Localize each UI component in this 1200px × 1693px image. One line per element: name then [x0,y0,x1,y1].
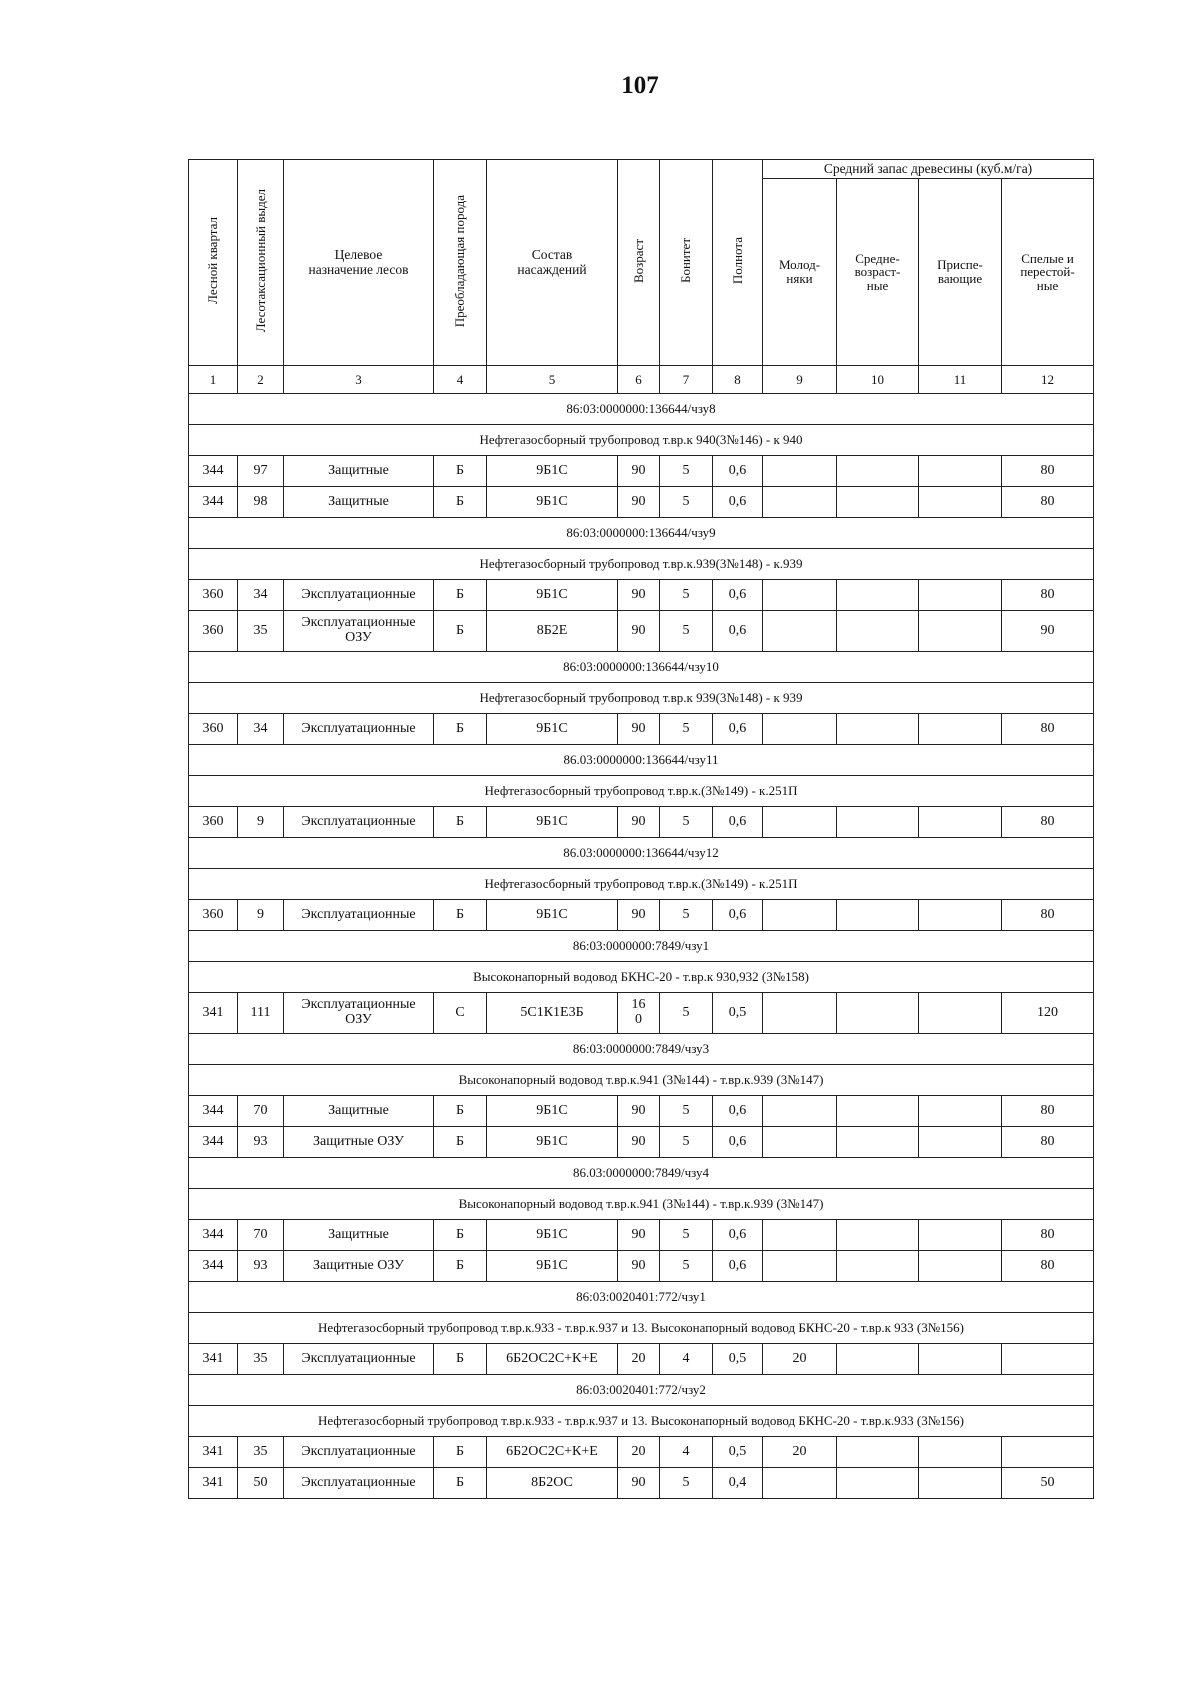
cadastral-number: 86.03:0000000:136644/чзу11 [189,745,1094,776]
column-number: 2 [238,366,284,394]
cell-mature [1002,1437,1094,1468]
cell-species: Б [434,580,487,611]
cell-quarter: 341 [189,1437,238,1468]
cell-quarter: 344 [189,456,238,487]
cell-middle-aged [837,1127,919,1158]
cell-purpose: Эксплуатационные [284,807,434,838]
cadastral-number: 86.03:0000000:136644/чзу12 [189,838,1094,869]
table-row [189,487,1094,518]
cell-composition: 9Б1С [487,456,618,487]
cell-mature: 80 [1002,900,1094,931]
cell-age: 90 [618,1127,660,1158]
cell-composition: 6Б2ОС2С+К+Е [487,1344,618,1375]
cell-density: 0,6 [713,456,763,487]
cell-composition: 9Б1С [487,1220,618,1251]
cell-bonitet: 5 [660,580,713,611]
cell-composition: 8Б2ОС [487,1468,618,1499]
cell-mature: 80 [1002,1251,1094,1282]
object-row [189,1065,1094,1096]
cell-density: 0,6 [713,580,763,611]
table-row [189,714,1094,745]
cell-quarter: 344 [189,1251,238,1282]
cell-density: 0,5 [713,1437,763,1468]
header-col-5: Состав насаждений [487,160,618,366]
cell-middle-aged [837,1344,919,1375]
cell-quarter: 344 [189,1220,238,1251]
header-col-11: Приспе- вающие [919,179,1002,366]
cell-bonitet: 5 [660,1251,713,1282]
cell-quarter: 344 [189,487,238,518]
cell-allotment: 93 [238,1251,284,1282]
cell-age: 90 [618,580,660,611]
cadastral-row [189,518,1094,549]
cadastral-number: 86:03:0000000:7849/чзу1 [189,931,1094,962]
object-row [189,425,1094,456]
object-row [189,1313,1094,1344]
object-name: Нефтегазосборный трубопровод т.вр.к.(3№149) - к.251П [189,776,1094,807]
object-name: Высоконапорный водовод т.вр.к.941 (3№144) - т.вр.к.939 (3№147) [189,1189,1094,1220]
column-number: 9 [763,366,837,394]
cell-maturing [919,993,1002,1034]
cell-mature: 80 [1002,456,1094,487]
cell-maturing [919,900,1002,931]
column-number: 5 [487,366,618,394]
cell-middle-aged [837,1220,919,1251]
cadastral-row [189,1158,1094,1189]
cell-composition: 9Б1С [487,580,618,611]
cell-age: 90 [618,1220,660,1251]
cell-density: 0,5 [713,993,763,1034]
cell-maturing [919,1437,1002,1468]
cell-purpose: Эксплуатационные ОЗУ [284,611,434,652]
table-row [189,580,1094,611]
cell-mature: 80 [1002,487,1094,518]
cell-middle-aged [837,900,919,931]
header-col-8: Полнота [713,160,763,366]
cell-age: 90 [618,456,660,487]
cell-maturing [919,1344,1002,1375]
cadastral-number: 86.03:0000000:7849/чзу4 [189,1158,1094,1189]
cell-middle-aged [837,487,919,518]
cell-bonitet: 5 [660,714,713,745]
cell-bonitet: 4 [660,1344,713,1375]
cell-bonitet: 5 [660,611,713,652]
cell-bonitet: 5 [660,456,713,487]
cell-density: 0,6 [713,1220,763,1251]
cell-species: Б [434,1096,487,1127]
object-name: Нефтегазосборный трубопровод т.вр.к.933 - т.вр.к.937 и 13. Высоконапорный водовод БКНС-20 - т.вр.к.933 (3№156) [189,1406,1094,1437]
cell-quarter: 360 [189,900,238,931]
cadastral-row [189,652,1094,683]
table-row [189,456,1094,487]
cell-age: 90 [618,1251,660,1282]
cell-maturing [919,456,1002,487]
table-row [189,993,1094,1034]
column-number: 6 [618,366,660,394]
cell-allotment: 35 [238,1344,284,1375]
cell-age: 20 [618,1437,660,1468]
cell-mature: 120 [1002,993,1094,1034]
cell-age: 90 [618,807,660,838]
cell-quarter: 341 [189,1344,238,1375]
cell-density: 0,4 [713,1468,763,1499]
header-col-1: Лесной квартал [189,160,238,366]
cell-young [763,487,837,518]
cell-density: 0,6 [713,1096,763,1127]
cadastral-number: 86:03:0000000:7849/чзу3 [189,1034,1094,1065]
cell-maturing [919,807,1002,838]
cell-density: 0,6 [713,1251,763,1282]
cell-composition: 5С1К1Е3Б [487,993,618,1034]
cell-quarter: 341 [189,1468,238,1499]
column-number: 4 [434,366,487,394]
cell-species: Б [434,807,487,838]
cell-maturing [919,580,1002,611]
cadastral-row [189,838,1094,869]
cell-species: Б [434,1344,487,1375]
cell-quarter: 341 [189,993,238,1034]
header-col-7: Бонитет [660,160,713,366]
cell-composition: 9Б1С [487,1096,618,1127]
cell-young [763,1251,837,1282]
cell-young [763,900,837,931]
cell-maturing [919,487,1002,518]
cadastral-number: 86:03:0020401:772/чзу1 [189,1282,1094,1313]
cell-density: 0,6 [713,1127,763,1158]
object-row [189,869,1094,900]
cell-bonitet: 5 [660,487,713,518]
cell-young [763,1220,837,1251]
cell-composition: 9Б1С [487,714,618,745]
object-name: Нефтегазосборный трубопровод т.вр.к.939(3№148) - к.939 [189,549,1094,580]
object-row [189,776,1094,807]
cell-age: 90 [618,1468,660,1499]
cadastral-number: 86:03:0020401:772/чзу2 [189,1375,1094,1406]
object-row [189,1189,1094,1220]
cell-purpose: Защитные [284,1096,434,1127]
cell-species: Б [434,1468,487,1499]
table-body [189,394,1094,1499]
cell-mature: 80 [1002,1127,1094,1158]
cell-young [763,1096,837,1127]
object-name: Высоконапорный водовод т.вр.к.941 (3№144) - т.вр.к.939 (3№147) [189,1065,1094,1096]
cell-young [763,456,837,487]
cell-density: 0,6 [713,611,763,652]
cell-middle-aged [837,807,919,838]
header-col-2: Лесотаксационный выдел [238,160,284,366]
table-row [189,1437,1094,1468]
object-row [189,962,1094,993]
cell-composition: 9Б1С [487,807,618,838]
cell-age: 90 [618,714,660,745]
cadastral-row [189,931,1094,962]
header-group-row [189,160,1094,179]
page-number: 107 [621,72,659,99]
cell-allotment: 9 [238,807,284,838]
cadastral-row [189,1375,1094,1406]
header-col-10: Средне- возраст- ные [837,179,919,366]
cell-middle-aged [837,1468,919,1499]
cell-allotment: 97 [238,456,284,487]
table-row [189,1220,1094,1251]
cell-species: Б [434,487,487,518]
cell-middle-aged [837,1437,919,1468]
cell-quarter: 360 [189,714,238,745]
cell-density: 0,6 [713,714,763,745]
cell-allotment: 70 [238,1220,284,1251]
cell-species: Б [434,1220,487,1251]
object-row [189,549,1094,580]
object-name: Нефтегазосборный трубопровод т.вр.к 940(3№146) - к 940 [189,425,1094,456]
cell-density: 0,5 [713,1344,763,1375]
cell-mature: 80 [1002,1096,1094,1127]
cell-allotment: 9 [238,900,284,931]
header-group-label: Средний запас древесины (куб.м/га) [763,160,1094,179]
cadastral-number: 86:03:0000000:136644/чзу10 [189,652,1094,683]
column-number: 8 [713,366,763,394]
cell-allotment: 93 [238,1127,284,1158]
header-col-3: Целевое назначение лесов [284,160,434,366]
cell-allotment: 35 [238,1437,284,1468]
header-col-4: Преобладающая порода [434,160,487,366]
cell-mature: 80 [1002,580,1094,611]
cell-species: Б [434,456,487,487]
cell-young: 20 [763,1437,837,1468]
cell-bonitet: 5 [660,900,713,931]
object-row [189,683,1094,714]
table-row [189,1344,1094,1375]
cell-density: 0,6 [713,487,763,518]
cell-mature: 50 [1002,1468,1094,1499]
column-number: 10 [837,366,919,394]
cell-middle-aged [837,993,919,1034]
cell-young [763,714,837,745]
cell-species: Б [434,900,487,931]
column-number: 3 [284,366,434,394]
cell-quarter: 360 [189,580,238,611]
cell-age: 90 [618,487,660,518]
cell-purpose: Эксплуатационные [284,1344,434,1375]
cell-middle-aged [837,580,919,611]
cell-maturing [919,611,1002,652]
cell-quarter: 344 [189,1096,238,1127]
cell-age: 20 [618,1344,660,1375]
cell-mature: 80 [1002,714,1094,745]
object-row [189,1406,1094,1437]
cell-young [763,1127,837,1158]
cell-species: Б [434,611,487,652]
cell-mature: 80 [1002,807,1094,838]
cell-middle-aged [837,1251,919,1282]
cell-bonitet: 4 [660,1437,713,1468]
cell-age: 90 [618,611,660,652]
cell-middle-aged [837,611,919,652]
header-col-6: Возраст [618,160,660,366]
cell-quarter: 344 [189,1127,238,1158]
cell-young [763,580,837,611]
cell-allotment: 34 [238,714,284,745]
column-number-row [189,366,1094,394]
cadastral-number: 86:03:0000000:136644/чзу8 [189,394,1094,425]
cell-composition: 6Б2ОС2С+К+Е [487,1437,618,1468]
table-row [189,1251,1094,1282]
cell-mature [1002,1344,1094,1375]
table-row [189,1468,1094,1499]
cell-composition: 8Б2Е [487,611,618,652]
column-number: 12 [1002,366,1094,394]
cell-mature: 90 [1002,611,1094,652]
cell-young [763,611,837,652]
cell-young [763,993,837,1034]
object-name: Нефтегазосборный трубопровод т.вр.к.933 - т.вр.к.937 и 13. Высоконапорный водовод БКНС-20 - т.вр.к 933 (3№156) [189,1313,1094,1344]
cell-maturing [919,1220,1002,1251]
cadastral-number: 86:03:0000000:136644/чзу9 [189,518,1094,549]
cell-allotment: 111 [238,993,284,1034]
table-row [189,807,1094,838]
cell-quarter: 360 [189,807,238,838]
table-row [189,1127,1094,1158]
column-number: 7 [660,366,713,394]
object-name: Нефтегазосборный трубопровод т.вр.к 939(3№148) - к 939 [189,683,1094,714]
cell-purpose: Эксплуатационные [284,714,434,745]
column-number: 1 [189,366,238,394]
cell-species: Б [434,1437,487,1468]
column-number: 11 [919,366,1002,394]
object-name: Нефтегазосборный трубопровод т.вр.к.(3№149) - к.251П [189,869,1094,900]
cell-allotment: 34 [238,580,284,611]
object-name: Высоконапорный водовод БКНС-20 - т.вр.к 930,932 (3№158) [189,962,1094,993]
cell-species: Б [434,1127,487,1158]
cell-allotment: 50 [238,1468,284,1499]
cadastral-row [189,394,1094,425]
cell-composition: 9Б1С [487,900,618,931]
cell-composition: 9Б1С [487,1251,618,1282]
cell-bonitet: 5 [660,1220,713,1251]
cell-purpose: Эксплуатационные [284,1468,434,1499]
cell-allotment: 98 [238,487,284,518]
cell-middle-aged [837,714,919,745]
cell-bonitet: 5 [660,1468,713,1499]
cell-species: С [434,993,487,1034]
cell-maturing [919,1096,1002,1127]
cell-maturing [919,1251,1002,1282]
cell-density: 0,6 [713,807,763,838]
cell-purpose: Защитные [284,487,434,518]
cell-young [763,1468,837,1499]
cell-maturing [919,1468,1002,1499]
cell-mature: 80 [1002,1220,1094,1251]
cell-age: 90 [618,1096,660,1127]
cell-purpose: Эксплуатационные [284,1437,434,1468]
table-row [189,1096,1094,1127]
cell-age: 90 [618,900,660,931]
header-col-12: Спелые и перестой- ные [1002,179,1094,366]
cell-allotment: 35 [238,611,284,652]
cell-middle-aged [837,456,919,487]
cell-species: Б [434,714,487,745]
cell-purpose: Защитные [284,1220,434,1251]
cell-purpose: Защитные ОЗУ [284,1127,434,1158]
cell-middle-aged [837,1096,919,1127]
cell-composition: 9Б1С [487,487,618,518]
forest-inventory-table [188,159,1094,1499]
cadastral-row [189,1034,1094,1065]
cadastral-row [189,1282,1094,1313]
cell-quarter: 360 [189,611,238,652]
cell-bonitet: 5 [660,807,713,838]
cell-age: 16 0 [618,993,660,1034]
cell-composition: 9Б1С [487,1127,618,1158]
cell-purpose: Защитные ОЗУ [284,1251,434,1282]
cell-density: 0,6 [713,900,763,931]
table-row [189,900,1094,931]
cell-purpose: Эксплуатационные [284,900,434,931]
cell-purpose: Эксплуатационные ОЗУ [284,993,434,1034]
cell-bonitet: 5 [660,1127,713,1158]
cell-young: 20 [763,1344,837,1375]
cadastral-row [189,745,1094,776]
header-col-9: Молод- няки [763,179,837,366]
cell-maturing [919,1127,1002,1158]
cell-bonitet: 5 [660,1096,713,1127]
cell-young [763,807,837,838]
cell-maturing [919,714,1002,745]
table-row [189,611,1094,652]
cell-allotment: 70 [238,1096,284,1127]
cell-bonitet: 5 [660,993,713,1034]
cell-species: Б [434,1251,487,1282]
cell-purpose: Эксплуатационные [284,580,434,611]
cell-purpose: Защитные [284,456,434,487]
